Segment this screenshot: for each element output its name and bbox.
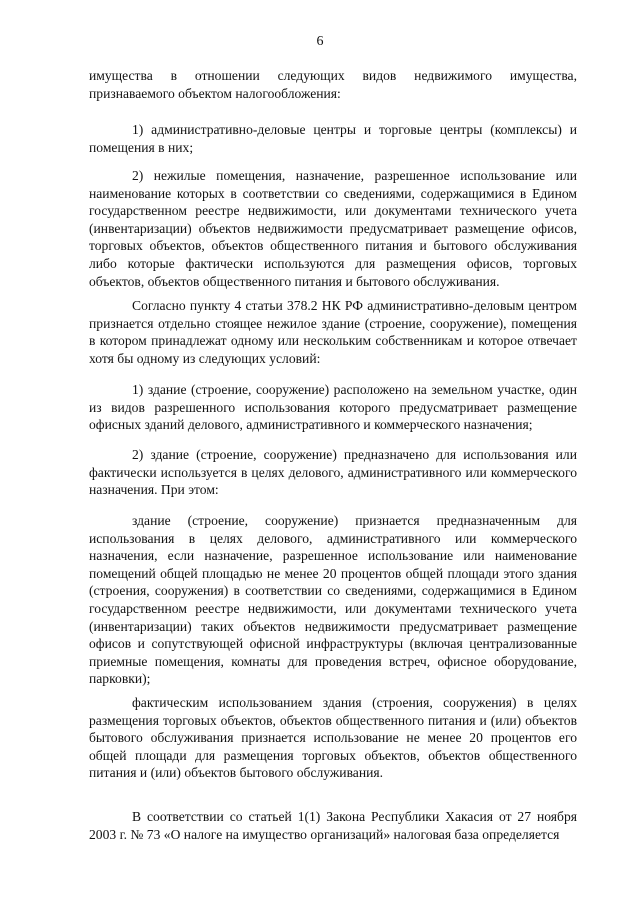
paragraph-item-2-nonresidential-premises: 2) нежилые помещения, назначение, разрешенное использование или наименование которых в соответствии со сведениями, содержащимися в Едином государственном реестре недвижимости, или документами технического учета (инвентаризации) объектов недвижимости предусматривает размещение офисов, торговых объектов, объектов общественного питания и бытового обслуживания либо которые фактически используются для размещения офисов, торговых объектов, объектов общественного питания и бытового обслуживания. xyxy=(89,168,577,289)
page-number: 6 xyxy=(316,34,324,49)
paragraph-intended-use: здание (строение, сооружение) признается предназначенным для использования в целях делового, административного или коммерческого назначения, если назначение, разрешенное использование или наименование помещений общей площадью не менее 20 процентов общей площади этого здания (строения, сооружения) в соответствии со сведениями, содержащимися в Едином государственном реестре недвижимости, или документами технического учета (инвентаризации) таких объектов недвижимости предусматривает размещение офисов и сопутствующей офисной инфраструктуры (включая централизованные приемные помещения, комнаты для проведения встреч, офисное оборудование, парковки); xyxy=(89,513,577,687)
paragraph-actual-use: фактическим использованием здания (строения, сооружения) в целях размещения торговых объектов, объектов общественного питания и (или) объектов бытового обслуживания признается использование не менее 20 процентов его общей площади для размещения торговых объектов, объектов общественного питания и (или) объектов бытового обслуживания. xyxy=(89,695,577,781)
paragraph-article-378-2: Согласно пункту 4 статьи 378.2 НК РФ административно-деловым центром признается отдельно стоящее нежилое здание (строение, сооружение), помещения в котором принадлежат одному или нескольким собственникам и которое отвечает хотя бы одному из следующих условий: xyxy=(89,298,577,366)
paragraph-property-types-intro: имущества в отношении следующих видов недвижимого имущества, признаваемого объектом налогообложения: xyxy=(89,68,577,101)
paragraph-khakassia-law: В соответствии со статьей 1(1) Закона Республики Хакасия от 27 ноября 2003 г. № 73 «О налоге на имущество организаций» налоговая база определяется xyxy=(89,809,577,842)
paragraph-item-1-business-centers: 1) административно-деловые центры и торговые центры (комплексы) и помещения в них; xyxy=(89,122,577,155)
paragraph-condition-1: 1) здание (строение, сооружение) расположено на земельном участке, один из видов разрешенного использования которого предусматривает размещение офисных зданий делового, административного и коммерческого назначения; xyxy=(89,382,577,433)
paragraph-condition-2: 2) здание (строение, сооружение) предназначено для использования или фактически используется в целях делового, административного или коммерческого назначения. При этом: xyxy=(89,447,577,498)
